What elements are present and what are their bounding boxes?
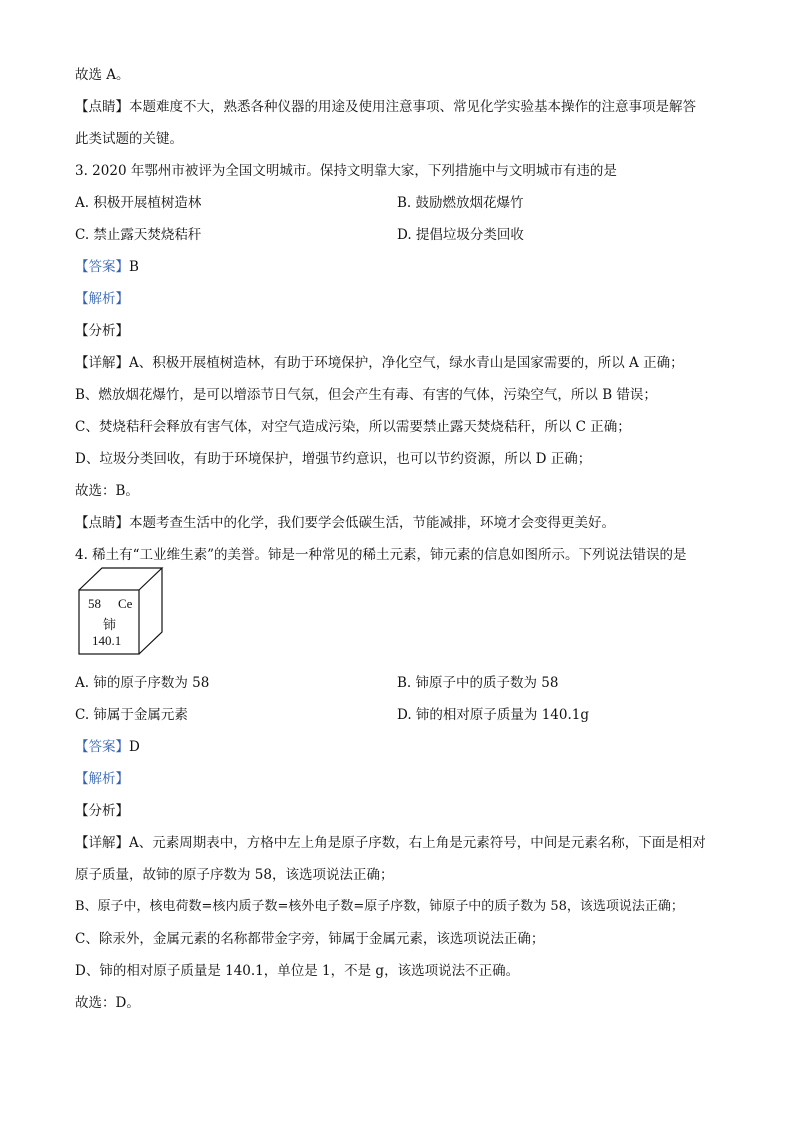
q3-option-d: D. 提倡垃圾分类回收 <box>397 227 524 243</box>
q4-detail-c: C、除汞外，金属元素的名称都带金字旁，铈属于金属元素，该选项说法正确； <box>75 931 545 947</box>
detail-tag: 【详解】 <box>75 835 129 851</box>
q4-analysis-tag: 【解析】 <box>75 771 129 787</box>
q2-choice: 故选 A。 <box>75 67 130 83</box>
answer-tag: 【答案】 <box>75 739 129 755</box>
element-cell-figure <box>78 566 166 656</box>
q3-option-c: C. 禁止露天焚烧秸秆 <box>75 227 202 243</box>
comment-tag: 【点睛】 <box>75 515 129 531</box>
q4-answer: 【答案】D <box>75 739 140 755</box>
q2-comment-line2: 此类试题的关键。 <box>75 131 183 147</box>
q4-detail-a2: 原子质量，故铈的原子序数为 58，该选项说法正确； <box>75 867 394 883</box>
q3-detail-d: D、垃圾分类回收，有助于环境保护，增强节约意识，也可以节约资源，所以 D 正确； <box>75 451 592 467</box>
q4-detail-a1: 【详解】A、元素周期表中，方格中左上角是原子序数，右上角是元素符号，中间是元素名称，下面是相对 <box>75 835 706 851</box>
q3-detail-b: B、燃放烟花爆竹，是可以增添节日气氛，但会产生有毒、有害的气体，污染空气，所以 B 错误； <box>75 387 657 403</box>
element-mass: 140.1 <box>92 633 122 648</box>
comment-tag: 【点睛】 <box>75 99 129 115</box>
q3-detail-a: 【详解】A、积极开展植树造林，有助于环境保护，净化空气，绿水青山是国家需要的，所以 A 正确； <box>75 355 684 371</box>
q4-option-c: C. 铈属于金属元素 <box>75 707 188 723</box>
q4-choice: 故选：D。 <box>75 995 140 1011</box>
q4-fenxi-tag: 【分析】 <box>75 803 129 819</box>
q3-option-a: A. 积极开展植树造林 <box>75 195 202 211</box>
q3-analysis-tag: 【解析】 <box>75 291 129 307</box>
q4-stem: 4. 稀土有“工业维生素”的美誉。铈是一种常见的稀土元素，铈元素的信息如图所示。下列说法错误的是 <box>75 547 687 563</box>
q4-option-a: A. 铈的原子序数为 58 <box>75 675 210 691</box>
q3-comment: 【点睛】本题考查生活中的化学，我们要学会低碳生活，节能减排，环境才会变得更美好。 <box>75 515 615 531</box>
q4-option-b: B. 铈原子中的质子数为 58 <box>397 675 559 691</box>
q4-detail-d: D、铈的相对原子质量是 140.1，单位是 1，不是 g，该选项说法不正确。 <box>75 963 520 979</box>
q2-comment-line1: 【点睛】本题难度不大，熟悉各种仪器的用途及使用注意事项、常见化学实验基本操作的注意事项是解答 <box>75 99 696 115</box>
element-atomic-number: 58 <box>88 596 101 611</box>
q4-detail-b: B、原子中，核电荷数=核内质子数=核外电子数=原子序数，铈原子中的质子数为 58，该选项说法正确； <box>75 899 684 914</box>
answer-tag: 【答案】 <box>75 259 129 275</box>
q3-answer: 【答案】B <box>75 259 139 275</box>
element-symbol: Ce <box>118 596 133 611</box>
element-name: 铈 <box>103 618 117 633</box>
q4-option-d: D. 铈的相对原子质量为 140.1g <box>397 707 590 723</box>
q3-choice: 故选：B。 <box>75 483 139 499</box>
q3-option-b: B. 鼓励燃放烟花爆竹 <box>397 195 524 211</box>
detail-tag: 【详解】 <box>75 355 129 371</box>
q3-fenxi-tag: 【分析】 <box>75 323 129 339</box>
q3-detail-c: C、焚烧秸秆会释放有害气体，对空气造成污染，所以需要禁止露天焚烧秸秆，所以 C 正确； <box>75 419 631 435</box>
q3-stem: 3. 2020 年鄂州市被评为全国文明城市。保持文明靠大家，下列措施中与文明城市有违的是 <box>75 163 617 179</box>
